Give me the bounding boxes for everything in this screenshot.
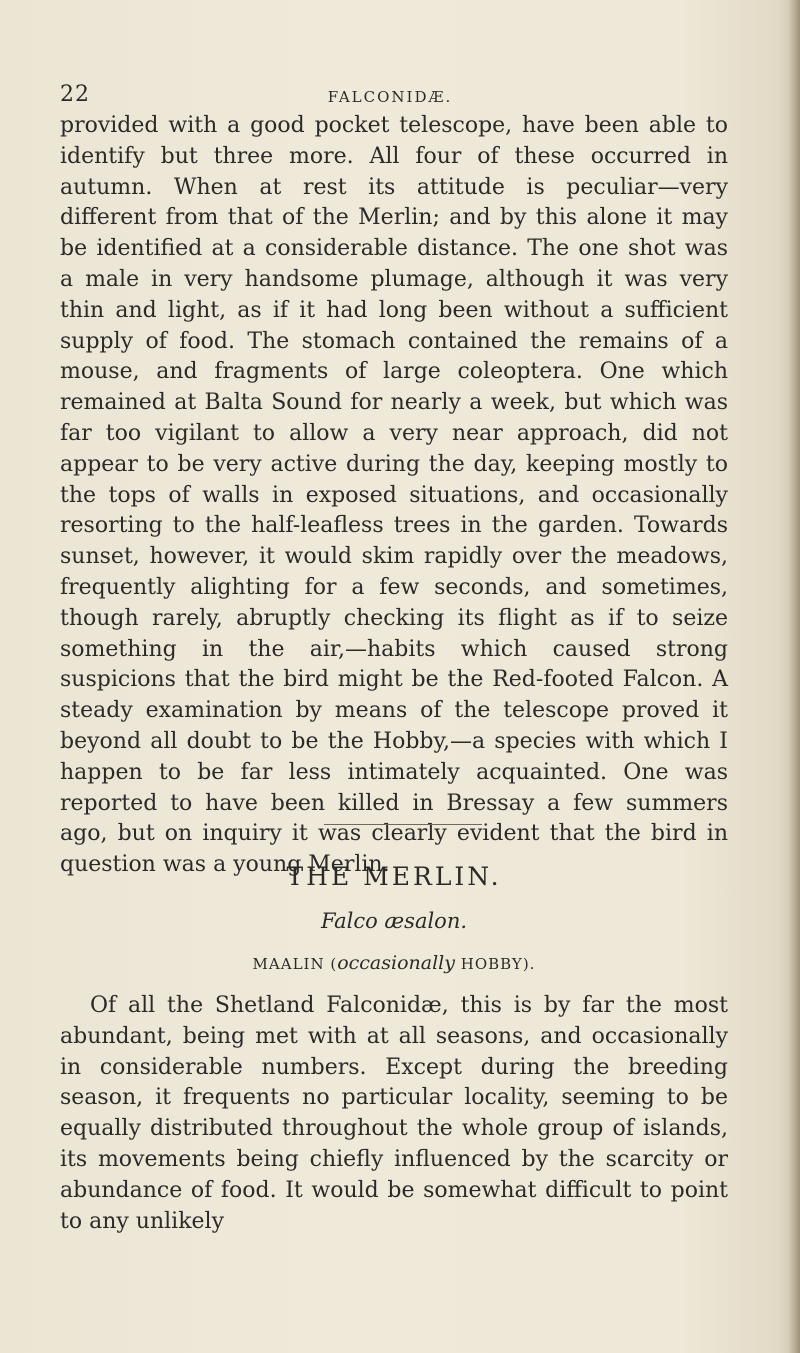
local-name-suffix: HOBBY). xyxy=(454,955,536,973)
local-name-prefix: MAALIN ( xyxy=(252,955,338,973)
paragraph-merlin-account: Of all the Shetland Falconidæ, this is by far the most abundant, being met with at all seasons, and occasionally in considerable numbers. Except during the breeding season, it frequents no particular locality, seeming to be equally distributed throughout the whole group of islands, its movements being chiefly influenced by the scarcity or abundance of food. It would be somewhat difficult to point to any unlikely xyxy=(60,993,728,1234)
species-latin-name: Falco æsalon. xyxy=(320,909,468,933)
page-number: 22 xyxy=(60,82,90,107)
section-title: THE MERLIN. xyxy=(286,862,502,891)
species-local-name xyxy=(60,952,728,974)
running-head: FALCONIDÆ. xyxy=(327,88,453,106)
local-name-italic: occasionally xyxy=(337,952,455,974)
paragraph-hobby-account: provided with a good pocket telescope, have been able to identify but three more. All four of these occurred in autumn. When at rest its attitude is peculiar—very different from that of the Merlin; and by this alone it may be identified at a considerable distance. The one shot was a male in very handsome plumage, although it was very thin and light, as if it had long been without a sufficient supply of food. The stomach contained the remains of a mouse, and fragments of large coleoptera. One which remained at Balta Sound for nearly a week, but which was far too vigilant to allow a very near approach, did not appear to be very active during the day, keeping mostly to the tops of walls in exposed situations, and occasionally resorting to the half-leafless trees in the garden. Towards sunset, however, it would skim rapidly over the meadows, frequently alighting for a few seconds, and sometimes, though rarely, abruptly checking its flight as if to seize something in the air,—habits which caused strong suspicions that the bird might be the Red-footed Falcon. A steady examination by means of the telescope proved it beyond all doubt to be the Hobby,—a species with which I happen to be far less intimately acquainted. One was reported to have been killed in Bressay a few summers ago, but on inquiry it was clearly evident that the bird in question was a young Merlin. xyxy=(60,113,728,878)
page-edge-shadow xyxy=(788,0,800,1353)
section-divider-rule xyxy=(324,824,482,825)
page-header xyxy=(60,82,720,112)
